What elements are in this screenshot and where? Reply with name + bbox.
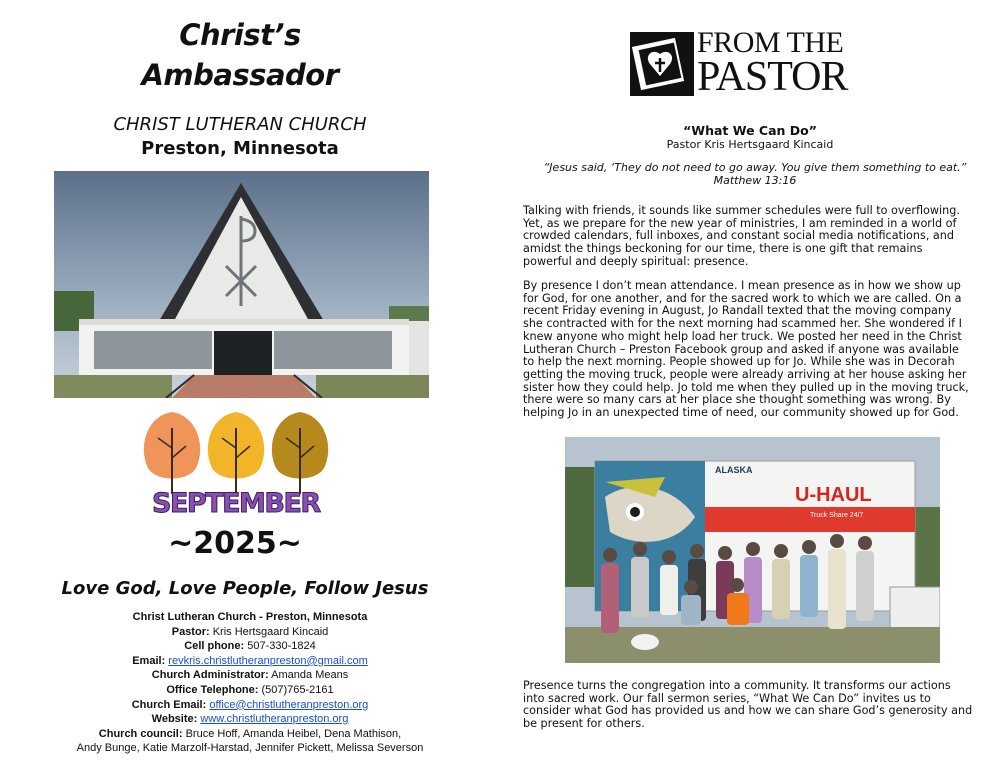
contact-org: Christ Lutheran Church - Preston, Minnesota [132, 611, 368, 623]
pastor-email-link[interactable]: revkris.christlutheranpreston@gmail.com [168, 654, 368, 667]
autumn-trees-icon [138, 408, 334, 494]
contact-council: Church council: Bruce Hoff, Amanda Heibel, Dena Mathison, [98, 727, 402, 740]
left-panel [0, 0, 480, 773]
contact-email: Email: revkris.christlutheranpreston@gmail.com [132, 654, 368, 667]
motto: Love God, Love People, Follow Jesus [61, 578, 429, 599]
paragraph-1: Talking with friends, it sounds like summer schedules were full to overflowing. Yet, as we prepare for the new year of ministries, I am reminded in a world of crowded calendars, full inboxes, and constant social media notifications, and amidst the things beckoning for our time, there is one gift that remains powerful and deeply spiritual: presence. [523, 204, 960, 268]
sermon-author: Pastor Kris Hertsgaard Kincaid [666, 138, 834, 151]
from-the-pastor-logo: FROM THE PASTOR [697, 26, 848, 100]
month-title: SEPTEMBER [152, 488, 320, 519]
tree-yellow-icon [208, 412, 264, 494]
truck-brand-label: U-HAUL [795, 484, 872, 506]
church-email-link[interactable]: office@christlutheranpreston.org [209, 698, 369, 711]
contact-church-email: Church Email: office@christlutheranpreston.org [131, 698, 369, 711]
right-panel [500, 0, 1000, 773]
contact-office-phone: Office Telephone: (507)765-2161 [166, 683, 334, 696]
truck-state-label: ALASKA [715, 465, 753, 475]
contact-admin: Church Administrator: Amanda Means [151, 669, 349, 682]
sermon-title: “What We Can Do” [683, 123, 817, 138]
group-photo-graphic [565, 437, 940, 663]
scripture-quote: “Jesus said, ‘They do not need to go away. You give them something to eat.” [543, 161, 967, 174]
tree-orange-icon [144, 412, 200, 494]
newsletter-title-line2: Ambassador [141, 58, 339, 92]
website-link[interactable]: www.christlutheranpreston.org [200, 713, 349, 726]
year-title: ~2025~ [168, 526, 302, 561]
church-city: Preston, Minnesota [141, 138, 339, 159]
paragraph-2: By presence I don’t mean attendance. I mean presence as in how we show up for God, for one another, and for the sacred work to which we are called. On a recent Friday evening in August, Jo Randall texted that the moving company she contracted with for the next morning had scammed her. She wondered if I knew anyone who might help load her truck. We posted her need in the Christ Lutheran Church – Preston Facebook group and asked if anyone was available to help the next morning. People showed up for Jo. While she was in Decorah getting the moving truck, people were already arriving at her house asking her sister how they could help. Jo told me when they pulled up in the moving truck, there were so many cars at her place she thought something was wrong. By helping Jo in an unexpected time of need, our community showed up for God. [523, 279, 969, 420]
truck-share-label: Truck Share 24/7 [810, 512, 864, 519]
contact-pastor: Pastor: Kris Hertsgaard Kincaid [171, 625, 329, 638]
from-the-pastor-logo-icon [630, 32, 694, 96]
scripture-reference: Matthew 13:16 [713, 174, 797, 187]
volunteers-group-photo [565, 437, 940, 663]
paragraph-3: Presence turns the congregation into a community. It transforms our actions into sacred work. Our fall sermon series, “What We Can Do” invites us to consider what God has provided us and how we can share God’s generosity and be present for others. [523, 679, 973, 731]
church-building-photo [54, 171, 429, 398]
newsletter-title-line1: Christ’s [179, 18, 301, 52]
church-name: CHRIST LUTHERAN CHURCH [113, 114, 367, 135]
contact-council-line2: Andy Bunge, Katie Marzolf-Harstad, Jennifer Pickett, Melissa Severson [76, 742, 424, 755]
church-photo-graphic [54, 171, 429, 398]
scripture-quote-block [530, 161, 980, 187]
tree-olive-icon [272, 412, 328, 494]
contact-website: Website: www.christlutheranpreston.org [151, 713, 349, 726]
contact-cell: Cell phone: 507-330-1824 [184, 640, 316, 653]
contact-block [40, 610, 460, 756]
